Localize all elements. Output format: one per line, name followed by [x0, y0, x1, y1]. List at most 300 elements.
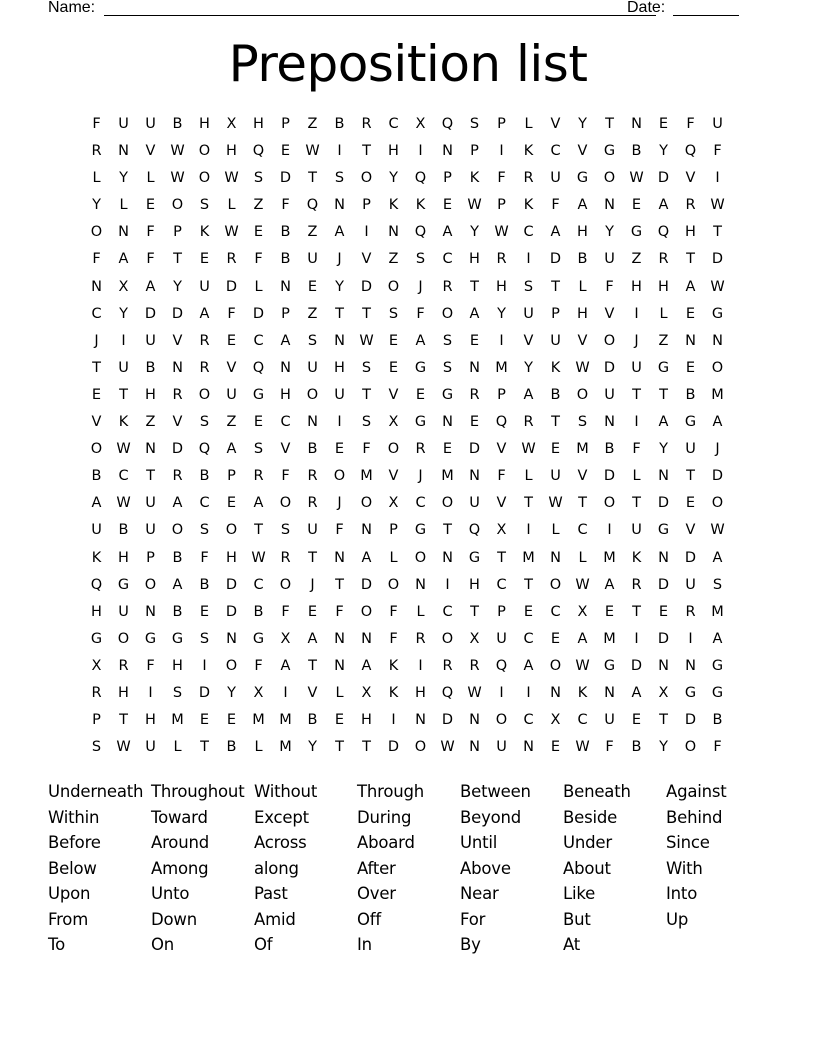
grid-letter: F: [389, 630, 398, 647]
grid-letter: H: [496, 278, 507, 295]
grid-letter: X: [118, 278, 129, 295]
grid-letter: Q: [495, 414, 508, 431]
grid-letter: T: [254, 522, 263, 539]
grid-letter: N: [226, 630, 237, 647]
grid-letter: H: [118, 684, 129, 701]
grid-letter: O: [603, 170, 616, 187]
word-list-item: By: [460, 935, 481, 954]
grid-letter: E: [469, 332, 480, 349]
grid-letter: D: [225, 576, 238, 593]
grid-letter: O: [387, 441, 400, 458]
grid-letter: N: [334, 332, 345, 349]
grid-letter: U: [199, 278, 210, 295]
grid-letter: M: [576, 441, 589, 458]
grid-letter: P: [470, 143, 479, 160]
grid-letter: W: [575, 576, 590, 593]
grid-letter: T: [686, 468, 695, 485]
grid-letter: W: [575, 359, 590, 376]
word-list-item: Among: [151, 858, 209, 878]
grid-letter: A: [361, 657, 372, 674]
grid-letter: S: [442, 332, 453, 349]
grid-letter: K: [118, 414, 129, 431]
grid-letter: D: [279, 170, 292, 187]
word-search-grid: [83, 113, 731, 763]
grid-letter: G: [252, 386, 265, 403]
grid-letter: B: [604, 441, 615, 458]
grid-letter: C: [253, 576, 264, 593]
grid-letter: M: [711, 386, 724, 403]
grid-letter: B: [91, 468, 102, 485]
grid-letter: Y: [227, 684, 236, 701]
grid-letter: A: [469, 305, 480, 322]
grid-letter: O: [387, 278, 400, 295]
grid-letter: F: [146, 224, 155, 241]
grid-letter: G: [711, 305, 724, 322]
grid-letter: T: [200, 739, 209, 756]
word-list-item: Beside: [563, 807, 618, 827]
grid-letter: A: [442, 224, 453, 241]
grid-letter: E: [550, 630, 561, 647]
grid-letter: G: [414, 522, 427, 539]
grid-letter: L: [632, 468, 641, 485]
grid-letter: B: [226, 739, 237, 756]
grid-letter: U: [334, 386, 345, 403]
grid-row: [83, 303, 731, 330]
grid-letter: T: [335, 739, 344, 756]
grid-row: [83, 601, 731, 628]
grid-letter: G: [711, 684, 724, 701]
grid-letter: I: [418, 657, 423, 674]
word-list-item: Up: [666, 909, 689, 929]
grid-letter: W: [710, 522, 725, 539]
grid-letter: M: [495, 359, 508, 376]
grid-letter: Z: [145, 414, 156, 431]
grid-letter: R: [226, 251, 237, 268]
grid-letter: V: [361, 251, 372, 268]
grid-letter: H: [253, 116, 264, 132]
grid-letter: X: [280, 630, 291, 647]
grid-letter: R: [280, 549, 291, 566]
grid-letter: Y: [92, 197, 101, 214]
grid-letter: S: [361, 414, 372, 431]
grid-letter: T: [173, 251, 182, 268]
grid-letter: C: [253, 332, 264, 349]
grid-letter: X: [253, 684, 264, 701]
grid-letter: J: [337, 251, 342, 268]
grid-letter: B: [118, 522, 129, 539]
grid-letter: S: [415, 251, 426, 268]
grid-letter: D: [657, 576, 670, 593]
grid-letter: Q: [414, 224, 427, 241]
grid-letter: W: [305, 143, 320, 160]
grid-letter: W: [116, 441, 131, 458]
grid-letter: Z: [307, 305, 318, 322]
word-list-item: Throughout: [151, 782, 245, 801]
grid-letter: U: [145, 116, 156, 132]
grid-letter: D: [603, 468, 616, 485]
grid-row: [83, 248, 731, 275]
grid-letter: T: [362, 143, 371, 160]
grid-letter: P: [362, 197, 371, 214]
grid-letter: O: [198, 143, 211, 160]
grid-letter: X: [496, 522, 507, 539]
word-list-item: On: [151, 935, 175, 954]
word-list-item: With: [666, 858, 703, 878]
grid-letter: U: [145, 332, 156, 349]
grid-letter: A: [118, 251, 129, 268]
grid-letter: P: [497, 116, 506, 132]
word-list: [48, 779, 769, 958]
grid-letter: S: [334, 170, 345, 187]
grid-letter: R: [172, 386, 183, 403]
grid-letter: V: [685, 522, 696, 539]
word-list-item: Of: [254, 935, 273, 954]
grid-letter: V: [523, 332, 534, 349]
word-list-item: At: [563, 935, 581, 954]
grid-letter: S: [577, 414, 588, 431]
grid-letter: E: [334, 441, 345, 458]
grid-letter: X: [388, 414, 399, 431]
grid-letter: O: [711, 359, 724, 376]
grid-letter: P: [389, 522, 398, 539]
grid-letter: V: [388, 468, 399, 485]
grid-letter: T: [551, 278, 560, 295]
grid-letter: V: [145, 143, 156, 160]
grid-letter: G: [468, 549, 481, 566]
word-list-item: Underneath: [48, 782, 144, 801]
grid-letter: F: [254, 657, 263, 674]
grid-letter: S: [307, 332, 318, 349]
grid-letter: B: [199, 576, 210, 593]
word-list-item: Before: [48, 833, 101, 852]
name-label: Name:: [48, 0, 96, 16]
grid-letter: V: [496, 495, 507, 512]
grid-letter: L: [227, 197, 236, 214]
grid-letter: F: [146, 251, 155, 268]
grid-letter: T: [551, 414, 560, 431]
grid-letter: O: [225, 522, 238, 539]
grid-letter: G: [414, 414, 427, 431]
grid-letter: O: [144, 576, 157, 593]
grid-letter: T: [632, 386, 641, 403]
grid-letter: T: [92, 359, 101, 376]
grid-letter: N: [469, 359, 480, 376]
grid-letter: A: [685, 278, 696, 295]
grid-letter: R: [685, 197, 696, 214]
grid-letter: Z: [658, 332, 669, 349]
word-list-item: To: [48, 935, 65, 954]
grid-letter: N: [604, 197, 615, 214]
grid-letter: E: [199, 712, 210, 729]
grid-letter: R: [685, 603, 696, 620]
grid-letter: U: [604, 251, 615, 268]
grid-letter: E: [631, 712, 642, 729]
grid-letter: F: [254, 251, 263, 268]
grid-letter: S: [199, 197, 210, 214]
grid-letter: N: [334, 197, 345, 214]
grid-letter: Y: [524, 359, 533, 376]
grid-letter: D: [657, 495, 670, 512]
grid-letter: V: [172, 414, 183, 431]
grid-letter: T: [659, 712, 668, 729]
grid-letter: I: [715, 170, 720, 187]
grid-letter: L: [416, 603, 425, 620]
grid-letter: E: [658, 116, 669, 132]
word-list-item: Since: [666, 833, 710, 852]
grid-letter: H: [577, 305, 588, 322]
grid-letter: N: [280, 359, 291, 376]
grid-letter: H: [415, 684, 426, 701]
grid-letter: Q: [306, 197, 319, 214]
grid-letter: H: [118, 549, 129, 566]
word-list-item: Down: [151, 909, 197, 929]
grid-letter: K: [523, 143, 534, 160]
grid-letter: M: [603, 630, 616, 647]
grid-row: [83, 492, 731, 519]
grid-letter: D: [225, 603, 238, 620]
grid-letter: Q: [468, 522, 481, 539]
grid-letter: W: [359, 332, 374, 349]
grid-letter: R: [631, 576, 642, 593]
grid-letter: A: [415, 332, 426, 349]
grid-letter: D: [684, 549, 697, 566]
grid-letter: H: [334, 359, 345, 376]
grid-letter: I: [607, 522, 612, 539]
grid-letter: T: [686, 251, 695, 268]
grid-letter: P: [551, 305, 560, 322]
grid-letter: G: [630, 224, 643, 241]
grid-letter: T: [524, 495, 533, 512]
grid-letter: N: [280, 278, 291, 295]
grid-letter: O: [495, 712, 508, 729]
grid-row: [83, 438, 731, 465]
grid-letter: R: [442, 657, 453, 674]
grid-letter: P: [443, 170, 452, 187]
grid-letter: N: [145, 441, 156, 458]
grid-letter: F: [686, 116, 695, 132]
grid-letter: O: [225, 657, 238, 674]
grid-letter: B: [685, 386, 696, 403]
grid-letter: I: [391, 712, 396, 729]
grid-letter: V: [172, 332, 183, 349]
grid-letter: T: [119, 712, 128, 729]
grid-letter: C: [496, 576, 507, 593]
grid-letter: O: [441, 630, 454, 647]
word-list-column: [666, 779, 769, 958]
grid-letter: T: [335, 576, 344, 593]
grid-letter: O: [171, 522, 184, 539]
grid-letter: U: [685, 441, 696, 458]
grid-letter: F: [146, 657, 155, 674]
grid-letter: G: [576, 170, 589, 187]
grid-letter: M: [279, 712, 292, 729]
grid-letter: O: [306, 386, 319, 403]
grid-letter: P: [497, 386, 506, 403]
grid-letter: S: [253, 441, 264, 458]
grid-letter: E: [658, 603, 669, 620]
word-list-item: Without: [254, 782, 318, 801]
grid-letter: E: [442, 197, 453, 214]
grid-letter: S: [442, 359, 453, 376]
grid-letter: R: [172, 468, 183, 485]
grid-letter: H: [631, 278, 642, 295]
word-list-item: During: [357, 807, 412, 827]
word-list-column: [151, 779, 254, 958]
grid-letter: B: [199, 468, 210, 485]
grid-letter: N: [415, 712, 426, 729]
grid-letter: U: [307, 251, 318, 268]
grid-letter: E: [307, 278, 318, 295]
grid-letter: G: [441, 386, 454, 403]
grid-letter: E: [199, 251, 210, 268]
grid-letter: A: [307, 630, 318, 647]
grid-letter: A: [253, 495, 264, 512]
word-list-item: In: [357, 935, 372, 954]
grid-letter: N: [361, 522, 372, 539]
grid-letter: K: [469, 170, 480, 187]
grid-letter: P: [281, 116, 290, 132]
grid-letter: T: [524, 576, 533, 593]
grid-letter: I: [337, 414, 342, 431]
grid-letter: O: [198, 170, 211, 187]
grid-letter: D: [711, 468, 724, 485]
grid-row: [83, 574, 731, 601]
grid-letter: N: [442, 414, 453, 431]
grid-letter: P: [497, 197, 506, 214]
grid-letter: C: [550, 143, 561, 160]
grid-letter: C: [442, 603, 453, 620]
grid-letter: E: [253, 414, 264, 431]
grid-letter: F: [713, 143, 722, 160]
word-list-item: Amid: [254, 909, 296, 929]
grid-letter: Q: [441, 116, 454, 132]
grid-letter: F: [713, 739, 722, 756]
grid-letter: H: [577, 224, 588, 241]
grid-letter: C: [577, 712, 588, 729]
grid-letter: R: [199, 359, 210, 376]
grid-letter: Y: [497, 305, 506, 322]
grid-letter: U: [523, 305, 534, 322]
grid-letter: O: [603, 495, 616, 512]
grid-letter: A: [172, 576, 183, 593]
grid-letter: B: [280, 251, 291, 268]
grid-letter: N: [415, 576, 426, 593]
grid-letter: K: [631, 549, 642, 566]
grid-letter: U: [550, 468, 561, 485]
grid-letter: F: [389, 603, 398, 620]
grid-letter: D: [468, 441, 481, 458]
word-list-item: along: [254, 858, 299, 878]
grid-letter: N: [334, 657, 345, 674]
grid-letter: I: [526, 522, 531, 539]
grid-letter: T: [497, 549, 506, 566]
grid-letter: D: [360, 576, 373, 593]
grid-letter: E: [226, 332, 237, 349]
grid-letter: R: [415, 441, 426, 458]
grid-letter: B: [172, 116, 183, 132]
grid-letter: T: [578, 495, 587, 512]
date-field-line: [673, 15, 739, 16]
grid-letter: U: [631, 522, 642, 539]
page-title: Preposition list: [228, 35, 588, 93]
grid-letter: F: [335, 603, 344, 620]
grid-letter: Q: [252, 359, 265, 376]
grid-letter: G: [684, 684, 697, 701]
word-list-item: Over: [357, 884, 396, 903]
grid-letter: Z: [631, 251, 642, 268]
grid-letter: A: [604, 576, 615, 593]
grid-letter: K: [550, 359, 561, 376]
grid-letter: A: [523, 657, 534, 674]
grid-letter: N: [685, 657, 696, 674]
grid-letter: F: [281, 603, 290, 620]
grid-letter: N: [550, 549, 561, 566]
grid-letter: T: [443, 522, 452, 539]
grid-letter: I: [688, 630, 693, 647]
grid-letter: W: [710, 197, 725, 214]
grid-letter: A: [712, 630, 723, 647]
grid-letter: I: [499, 143, 504, 160]
grid-letter: Z: [253, 197, 264, 214]
grid-letter: A: [712, 549, 723, 566]
grid-letter: D: [711, 251, 724, 268]
grid-letter: L: [173, 739, 182, 756]
grid-letter: E: [226, 495, 237, 512]
grid-letter: Y: [578, 116, 587, 132]
grid-letter: M: [522, 549, 535, 566]
grid-letter: O: [171, 197, 184, 214]
grid-letter: N: [469, 712, 480, 729]
grid-row: [83, 682, 731, 709]
grid-letter: W: [251, 549, 266, 566]
grid-letter: V: [577, 143, 588, 160]
grid-letter: U: [226, 386, 237, 403]
grid-letter: F: [416, 305, 425, 322]
grid-row: [83, 465, 731, 492]
grid-letter: L: [524, 468, 533, 485]
grid-letter: W: [521, 441, 536, 458]
grid-letter: A: [658, 197, 669, 214]
grid-letter: B: [712, 712, 723, 729]
grid-letter: U: [118, 359, 129, 376]
grid-letter: F: [200, 549, 209, 566]
grid-letter: I: [499, 684, 504, 701]
grid-letter: N: [631, 116, 642, 132]
grid-letter: B: [145, 359, 156, 376]
grid-letter: E: [91, 386, 102, 403]
grid-letter: D: [441, 712, 454, 729]
grid-row: [83, 384, 731, 411]
grid-letter: C: [577, 522, 588, 539]
grid-letter: Y: [659, 441, 668, 458]
grid-letter: D: [549, 251, 562, 268]
name-field-line: [104, 15, 656, 16]
grid-letter: R: [91, 143, 102, 160]
grid-letter: E: [388, 359, 399, 376]
grid-letter: O: [360, 495, 373, 512]
grid-letter: K: [523, 197, 534, 214]
word-list-item: Until: [460, 833, 498, 852]
grid-letter: E: [334, 712, 345, 729]
grid-letter: D: [171, 441, 184, 458]
word-list-item: Into: [666, 884, 698, 903]
grid-letter: L: [92, 170, 101, 187]
grid-letter: G: [117, 576, 130, 593]
grid-row: [83, 655, 731, 682]
grid-letter: C: [523, 630, 534, 647]
grid-letter: S: [712, 576, 723, 593]
grid-letter: A: [199, 305, 210, 322]
